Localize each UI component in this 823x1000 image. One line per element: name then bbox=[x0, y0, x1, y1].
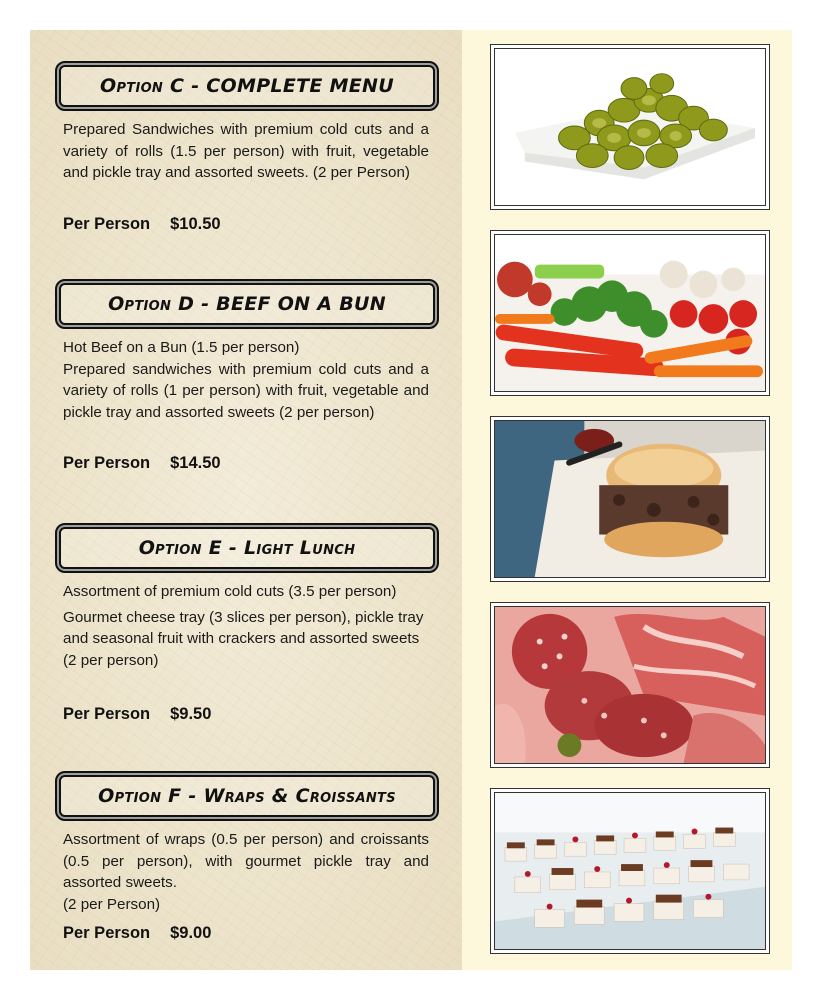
option-f-description bbox=[63, 829, 429, 915]
option-c-title: Option C - COMPLETE MENU bbox=[100, 75, 394, 97]
price-label: Per Person bbox=[63, 215, 151, 233]
option-f-paragraph-2: (2 per Person) bbox=[63, 895, 161, 913]
pastries-photo bbox=[490, 788, 770, 954]
price-label: Per Person bbox=[63, 924, 151, 942]
option-d-description bbox=[63, 337, 429, 423]
price-label: Per Person bbox=[63, 454, 151, 472]
option-e-paragraph-1: Assortment of premium cold cuts (3.5 per person) bbox=[63, 583, 397, 600]
option-e-price: $9.50 bbox=[170, 705, 212, 723]
option-e-description bbox=[63, 581, 429, 671]
option-f-price: $9.00 bbox=[170, 924, 212, 942]
option-c-paragraph: Prepared Sandwiches with premium cold cuts and a variety of rolls (1.5 per person) with fruit, vegetable and pickle tray and assorted sweets. (2 per Person) bbox=[63, 121, 429, 181]
option-c-title-box bbox=[55, 61, 439, 111]
option-e-price-row bbox=[63, 705, 211, 724]
option-d-paragraph-1: Hot Beef on a Bun (1.5 per person) bbox=[63, 339, 300, 356]
option-c-price: $10.50 bbox=[170, 215, 221, 233]
option-f-title: Option F - Wraps & Croissants bbox=[98, 785, 396, 807]
option-d-title: Option D - BEEF ON A BUN bbox=[108, 293, 386, 315]
price-label: Per Person bbox=[63, 705, 151, 723]
option-f-title-box bbox=[55, 771, 439, 821]
vegetable-tray-photo bbox=[490, 230, 770, 396]
option-d-price: $14.50 bbox=[170, 454, 221, 472]
pickles-photo bbox=[490, 44, 770, 210]
beef-on-bun-photo bbox=[490, 416, 770, 582]
option-f-price-row bbox=[63, 924, 211, 943]
option-d-price-row bbox=[63, 454, 221, 473]
option-f-paragraph-1: Assortment of wraps (0.5 per person) and croissants (0.5 per person), with gourmet pickle tray and assorted sweets. bbox=[63, 831, 429, 891]
option-e-title: Option E - Light Lunch bbox=[138, 537, 356, 559]
cold-cuts-photo bbox=[490, 602, 770, 768]
option-d-paragraph-2: Prepared sandwiches with premium cold cuts and a variety of rolls (1 per person) with fruit, vegetable and pickle tray and assorted sweets (2 per person) bbox=[63, 360, 429, 421]
option-c-price-row bbox=[63, 215, 221, 234]
option-c-description bbox=[63, 119, 429, 184]
option-d-title-box bbox=[55, 279, 439, 329]
option-e-paragraph-2: Gourmet cheese tray (3 slices per person), pickle tray and seasonal fruit with crackers and assorted sweets (2 per person) bbox=[63, 608, 424, 669]
option-e-title-box bbox=[55, 523, 439, 573]
